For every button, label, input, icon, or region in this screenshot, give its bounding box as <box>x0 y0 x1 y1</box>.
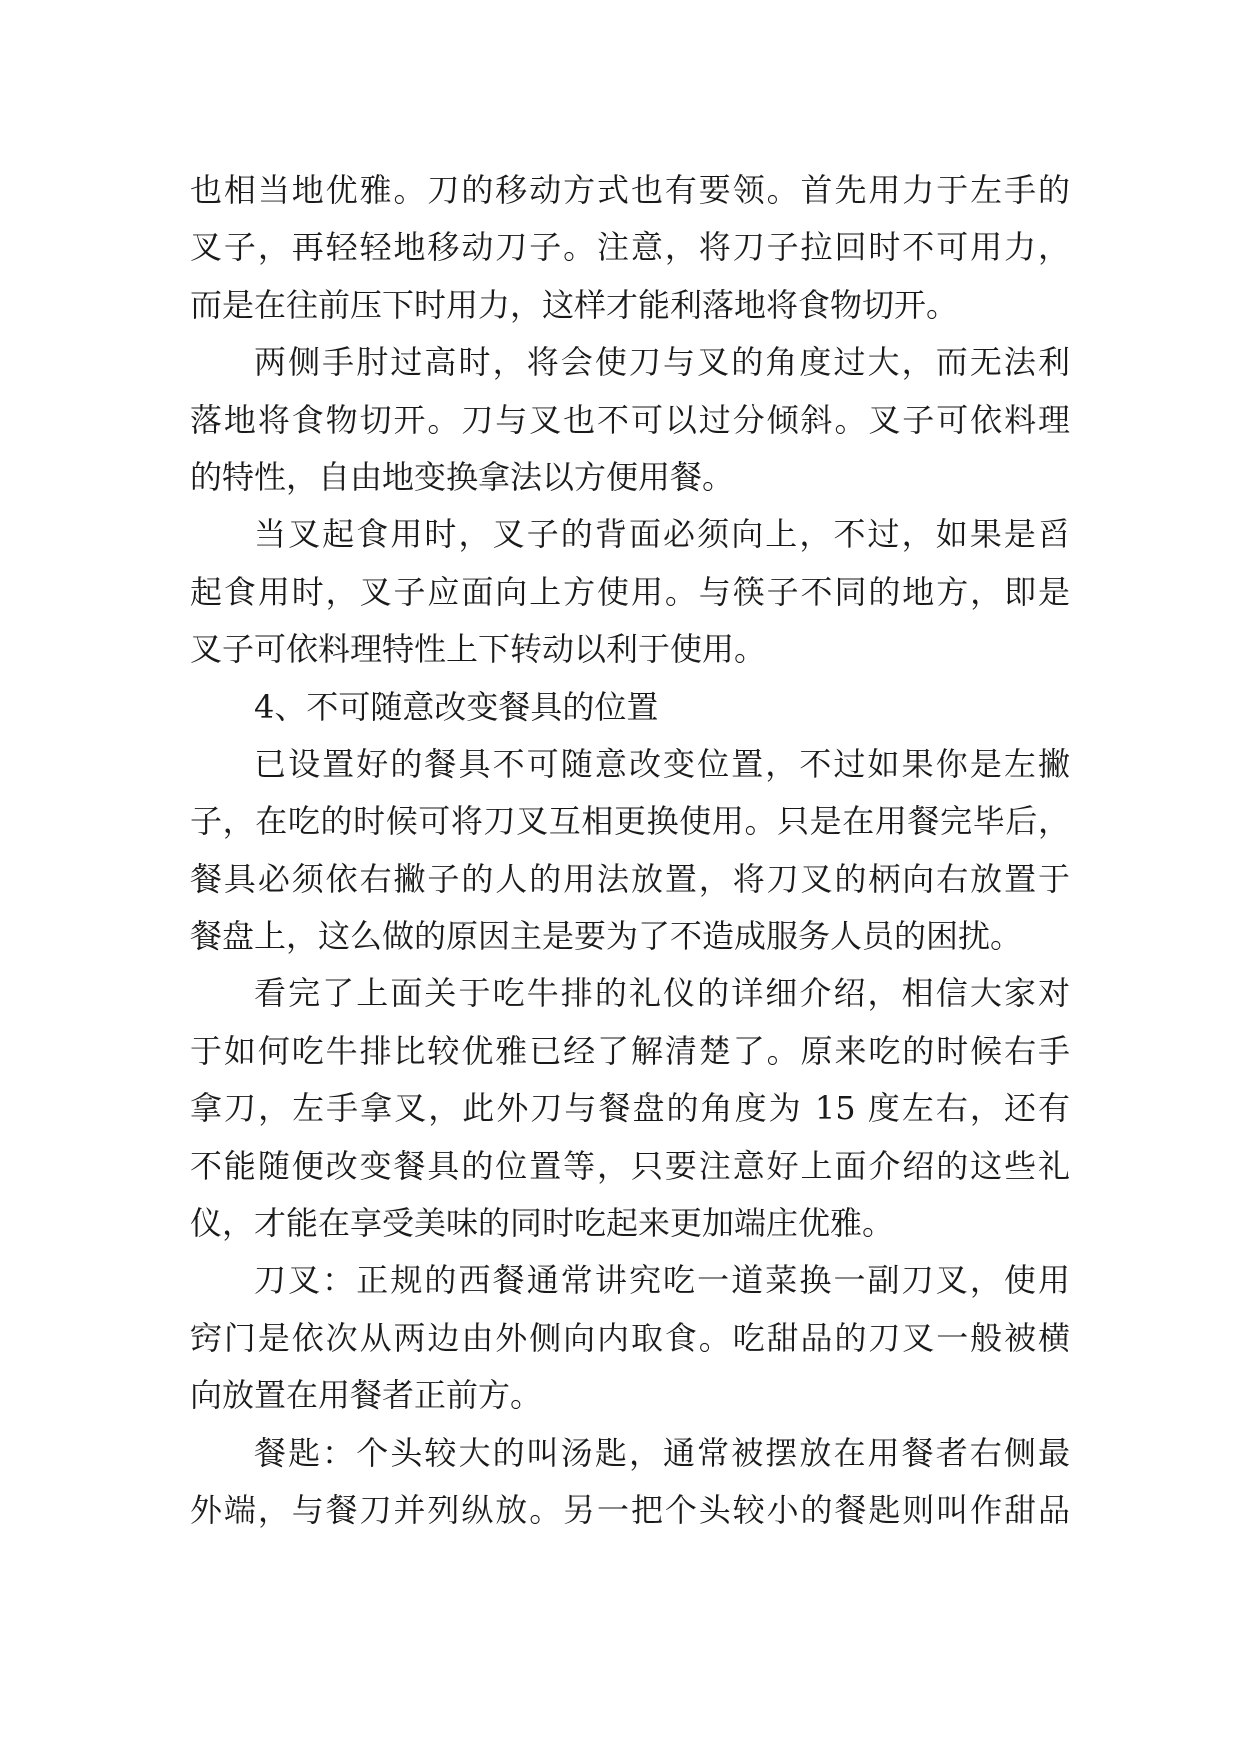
text-line: 拿刀，左手拿叉，此外刀与餐盘的角度为 15 度左右，还有 <box>190 1089 1070 1128</box>
text-line: 两侧手肘过高时，将会使刀与叉的角度过大，而无法利 <box>254 343 1070 382</box>
text-line: 的特性，自由地变换拿法以方便用餐。 <box>190 457 735 496</box>
text-line: 向放置在用餐者正前方。 <box>190 1376 543 1415</box>
text-line: 刀叉：正规的西餐通常讲究吃一道菜换一副刀叉，使用 <box>254 1261 1070 1300</box>
text-line: 外端，与餐刀并列纵放。另一把个头较小的餐匙则叫作甜品 <box>190 1490 1070 1529</box>
text-line: 落地将食物切开。刀与叉也不可以过分倾斜。叉子可依料理 <box>190 400 1070 439</box>
text-line: 叉子可依料理特性上下转动以利于使用。 <box>190 630 767 669</box>
body-text <box>190 162 1070 1539</box>
text-line: 已设置好的餐具不可随意改变位置，不过如果你是左撇 <box>254 744 1070 783</box>
text-line: 于如何吃牛排比较优雅已经了解清楚了。原来吃的时候右手 <box>190 1031 1070 1070</box>
text-line: 窍门是依次从两边由外侧向内取食。吃甜品的刀叉一般被横 <box>190 1318 1070 1357</box>
text-line: 餐具必须依右撇子的人的用法放置，将刀叉的柄向右放置于 <box>190 859 1070 898</box>
text-line: 也相当地优雅。刀的移动方式也有要领。首先用力于左手的 <box>190 171 1070 209</box>
text-line: 叉子，再轻轻地移动刀子。注意，将刀子拉回时不可用力， <box>190 228 1070 267</box>
section-heading: 4、不可随意改变餐具的位置 <box>254 687 659 726</box>
text-line: 不能随便改变餐具的位置等，只要注意好上面介绍的这些礼 <box>190 1146 1070 1185</box>
text-line: 餐匙：个头较大的叫汤匙，通常被摆放在用餐者右侧最 <box>254 1433 1070 1472</box>
text-line: 子，在吃的时候可将刀叉互相更换使用。只是在用餐完毕后， <box>190 802 1070 841</box>
text-line: 而是在往前压下时用力，这样才能利落地将食物切开。 <box>190 285 959 324</box>
text-line: 仪，才能在享受美味的同时吃起来更加端庄优雅。 <box>190 1204 895 1243</box>
text-line: 当叉起食用时，叉子的背面必须向上，不过，如果是舀 <box>254 515 1070 554</box>
text-line: 餐盘上，这么做的原因主是要为了不造成服务人员的困扰。 <box>190 917 1023 956</box>
text-line: 起食用时，叉子应面向上方使用。与筷子不同的地方，即是 <box>190 572 1070 611</box>
text-line: 看完了上面关于吃牛排的礼仪的详细介绍，相信大家对 <box>254 974 1070 1013</box>
